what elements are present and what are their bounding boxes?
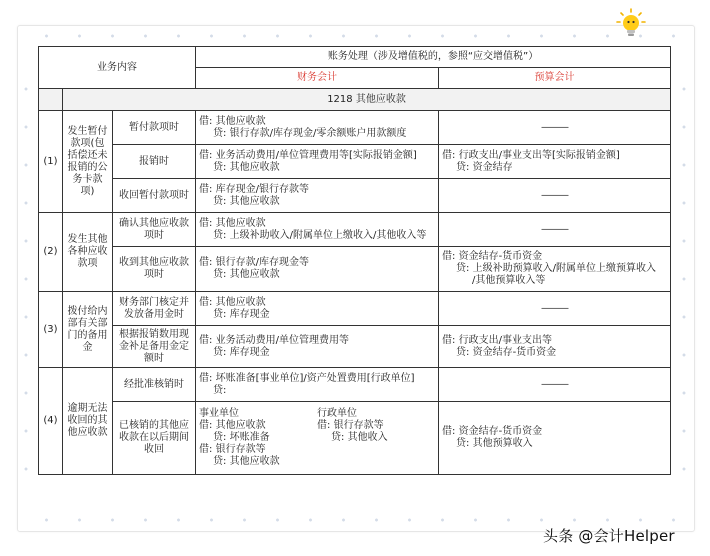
decorative-dots-right bbox=[682, 70, 686, 500]
group-number: (3) bbox=[39, 292, 63, 368]
lightbulb-icon bbox=[613, 7, 649, 43]
group-number: (1) bbox=[39, 111, 63, 213]
financial-entry: 借: 银行存款/库存现金等 贷: 其他应收款 bbox=[196, 247, 439, 292]
budget-empty: ——— bbox=[439, 292, 671, 326]
header-budget: 预算会计 bbox=[439, 68, 671, 89]
ledger-table bbox=[38, 46, 671, 475]
financial-entry: 借: 库存现金/银行存款等 贷: 其他应收款 bbox=[196, 179, 439, 213]
decorative-dots-top bbox=[30, 34, 680, 38]
group-number: (2) bbox=[39, 213, 63, 292]
budget-empty: ——— bbox=[439, 179, 671, 213]
decorative-dots-left bbox=[24, 70, 28, 500]
group-name: 发生其他各种应收款项 bbox=[63, 213, 113, 292]
decorative-dots-bottom bbox=[30, 518, 680, 522]
group-number: (4) bbox=[39, 368, 63, 475]
item-label: 报销时 bbox=[113, 145, 196, 179]
budget-empty: ——— bbox=[439, 368, 671, 402]
header-business: 业务内容 bbox=[39, 47, 196, 89]
budget-empty: ——— bbox=[439, 111, 671, 145]
budget-empty: ——— bbox=[439, 213, 671, 247]
item-label: 收到其他应收款项时 bbox=[113, 247, 196, 292]
financial-entry: 借: 其他应收款 贷: 银行存款/库存现金/零余额账户用款额度 bbox=[196, 111, 439, 145]
budget-entry: 借: 行政支出/事业支出等[实际报销金额] 贷: 资金结存 bbox=[439, 145, 671, 179]
watermark-text: 头条 @会计Helper bbox=[543, 527, 675, 545]
item-label: 暂付款项时 bbox=[113, 111, 196, 145]
public-institution-entry: 事业单位 借: 其他应收款 贷: 坏账准备 借: 银行存款等 贷: 其他应收款 bbox=[199, 408, 280, 467]
section-title: 1218 其他应收款 bbox=[63, 89, 671, 111]
header-accounting: 账务处理（涉及增值税的，参照“应交增值税”） bbox=[196, 47, 671, 68]
financial-entry: 借: 业务活动费用/单位管理费用等[实际报销金额] 贷: 其他应收款 bbox=[196, 145, 439, 179]
item-label: 财务部门核定并发放备用金时 bbox=[113, 292, 196, 326]
administrative-unit-entry: 行政单位 借: 银行存款等 贷: 其他收入 bbox=[317, 408, 388, 443]
financial-entry: 借: 业务活动费用/单位管理费用等 贷: 库存现金 bbox=[196, 326, 439, 368]
group-name: 发生暂付款项(包括偿还未报销的公务卡款项) bbox=[63, 111, 113, 213]
budget-entry: 借: 行政支出/事业支出等 贷: 资金结存-货币资金 bbox=[439, 326, 671, 368]
financial-entry: 借: 其他应收款 贷: 库存现金 bbox=[196, 292, 439, 326]
item-label: 已核销的其他应收款在以后期间收回 bbox=[113, 402, 196, 475]
item-label: 经批准核销时 bbox=[113, 368, 196, 402]
item-label: 确认其他应收款项时 bbox=[113, 213, 196, 247]
budget-entry: 借: 资金结存-货币资金 贷: 上级补助预算收入/附属单位上缴预算收入 /其他预算收入等 bbox=[439, 247, 671, 292]
group-name: 逾期无法收回的其他应收款 bbox=[63, 368, 113, 475]
financial-entry: 借: 坏账准备[事业单位]/资产处置费用[行政单位] 贷: bbox=[196, 368, 439, 402]
budget-entry: 借: 资金结存-货币资金 贷: 其他预算收入 bbox=[439, 402, 671, 475]
financial-entry: 借: 其他应收款 贷: 上级补助收入/附属单位上缴收入/其他收入等 bbox=[196, 213, 439, 247]
financial-entry bbox=[196, 402, 439, 475]
item-label: 收回暂付款项时 bbox=[113, 179, 196, 213]
group-name: 拨付给内部有关部门的备用金 bbox=[63, 292, 113, 368]
header-financial: 财务会计 bbox=[196, 68, 439, 89]
item-label: 根据报销数用现金补足备用金定额时 bbox=[113, 326, 196, 368]
